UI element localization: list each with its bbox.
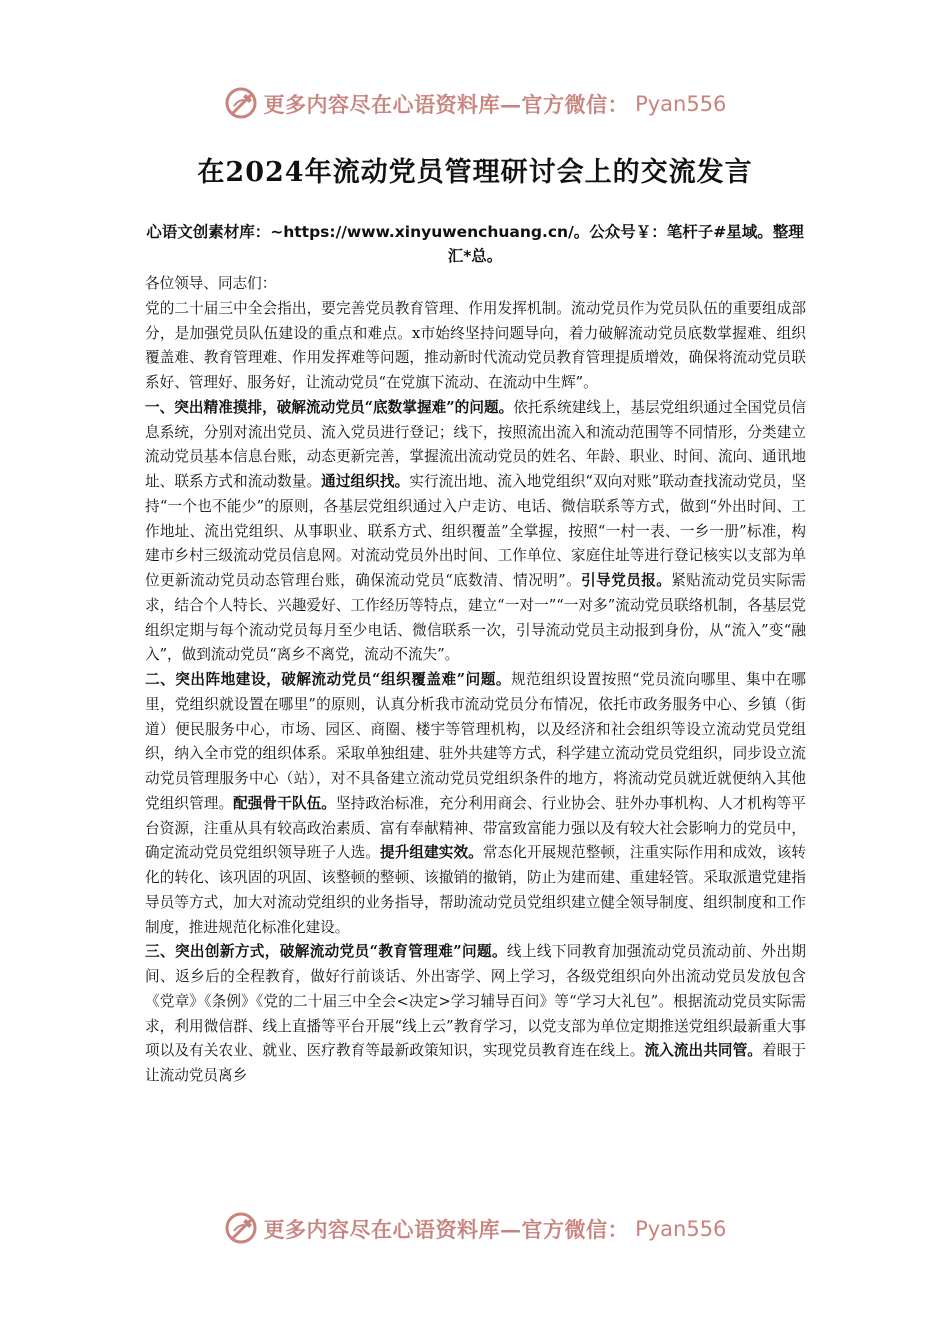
section-1-heading: 一、突出精准摸排，破解流动党员“底数掌握难”的问题。 (145, 398, 514, 416)
section-3-text-1: 线上线下同教育加强流动党员流动前、外出期间、返乡后的全程教育，做好行前谈话、外出寄学、网上学习，各级党组织向外出流动党员发放包含《党章》《条例》《党的二十届三中全会<决定>学习辅导百问》等“学习大礼包”。根据流动党员实际需求，利用微信群、线上直播等平台开展“线上云”教育学习，以党支部为单位定期推送党组织最新重大事项以及有关农业、就业、医疗教育等最新政策知识，实现党员教育连在线上。 (145, 943, 806, 1060)
pen-logo-icon (224, 86, 260, 122)
section-1-paragraph (145, 396, 806, 668)
header-watermark-banner (0, 82, 950, 126)
section-3-text-2: 着眼于让流动党员离乡 (145, 1042, 806, 1084)
document-title: 在2024年流动党员管理研讨会上的交流发言 (197, 157, 753, 188)
banner-text: 更多内容尽在心语资料库—官方微信： (263, 92, 630, 117)
section-2-paragraph (145, 668, 806, 940)
section-3-subheading-1: 流入流出共同管。 (644, 1042, 762, 1060)
section-1-text-2: 实行流出地、流入地党组织“双向对账”联动查找流动党员，坚持“一个也不能少”的原则，各基层党组织通过入户走访、电话、微信联系等方式，做到“外出时间、工作地址、流出党组织、从事职业、联系方式、组织覆盖”全掌握，按照“一村一表、一乡一册”标准，构建市乡村三级流动党员信息网。对流动党员外出时间、工作单位、家庭住址等进行登记核实以支部为单位更新流动党员动态管理台账，确保流动党员“底数清、情况明”。 (145, 473, 806, 589)
section-1-text-3: 紧贴流动党员实际需求，结合个人特长、兴趣爱好、工作经历等特点，建立“一对一”“一对多”流动党员联络机制，各基层党组织定期与每个流动党员每月至少电话、微信联系一次，引导流动党员主动报到身份，从“流入”变“融入”，做到流动党员“离乡不离党，流动不流失”。 (145, 572, 806, 664)
footer-watermark-banner (0, 1207, 950, 1251)
banner-wechat-id: Pyan556 (635, 92, 727, 116)
section-1-subheading-2: 引导党员报。 (581, 572, 672, 589)
section-1-subheading-1: 通过组织找。 (321, 473, 410, 490)
salutation: 各位领导、同志们： (145, 275, 277, 292)
section-2-subheading-2: 提升组建实效。 (380, 844, 483, 862)
banner-wechat-id: Pyan556 (635, 1217, 727, 1241)
section-2-heading: 二、突出阵地建设，破解流动党员“组织覆盖难”问题。 (145, 671, 511, 688)
section-1-text-1: 依托系统建线上，基层党组织通过全国党员信息系统，分别对流出党员、流入党员进行登记；线下，按照流出流入和流动范围等不同情形，分类建立流动党员基本信息台账，动态更新完善，掌握流出流动党员的姓名、年龄、职业、时间、流向、通讯地址、联系方式和流动数量。 (145, 398, 806, 490)
pen-logo-icon (224, 1211, 260, 1247)
section-2-text-1: 规范组织设置按照“党员流向哪里、集中在哪里，党组织就设置在哪里”的原则，认真分析我市流动党员分布情况，依托市政务服务中心、乡镇（街道）便民服务中心，市场、园区、商圈、楼宇等管理机构，以及经济和社会组织等设立流动党员党组织，纳入全市党的组织体系。采取单独组建、驻外共建等方式，科学建立流动党员党组织，同步设立流动党员管理服务中心（站），对不具备建立流动党员党组织条件的地方，将流动党员就近就便纳入其他党组织管理。 (145, 671, 806, 812)
section-2-subheading-1: 配强骨干队伍。 (233, 794, 336, 812)
section-3-heading: 三、突出创新方式，破解流动党员“教育管理难”问题。 (145, 943, 507, 961)
section-3-paragraph (145, 940, 806, 1089)
section-2-text-3: 常态化开展规范整顿，注重实际作用和成效，该转化的转化、该巩固的巩固、该整顿的整顿、该撤销的撤销，防止为建而建、重建轻管。采取派遣党建指导员等方式，加大对流动党组织的业务指导，帮助流动党员党组织建立健全领导制度、组织制度和工作制度，推进规范化标准化建设。 (145, 844, 806, 936)
document-body (145, 272, 806, 1089)
banner-text: 更多内容尽在心语资料库—官方微信： (263, 1217, 630, 1242)
section-2-text-2: 坚持政治标准，充分利用商会、行业协会、驻外办事机构、人才机构等平台资源，注重从具有较高政治素质、富有奉献精神、带富致富能力强以及有较大社会影响力的党员中，确定流动党员党组织领导班子人选。 (145, 794, 806, 862)
intro-paragraph: 党的二十届三中全会指出，要完善党员教育管理、作用发挥机制。流动党员作为党员队伍的重要组成部分，是加强党员队伍建设的重点和难点。x市始终坚持问题导向，着力破解流动党员底数掌握难、组织覆盖难、教育管理难、作用发挥难等问题，推动新时代流动党员教育管理提质增效，确保将流动党员联系好、管理好、服务好，让流动党员“在党旗下流动、在流动中生辉”。 (145, 299, 806, 391)
source-line: 心语文创素材库：~https://www.xinyuwenchuang.cn/。公众号￥：笔杆子#星域。整理汇*总。 (146, 223, 804, 265)
